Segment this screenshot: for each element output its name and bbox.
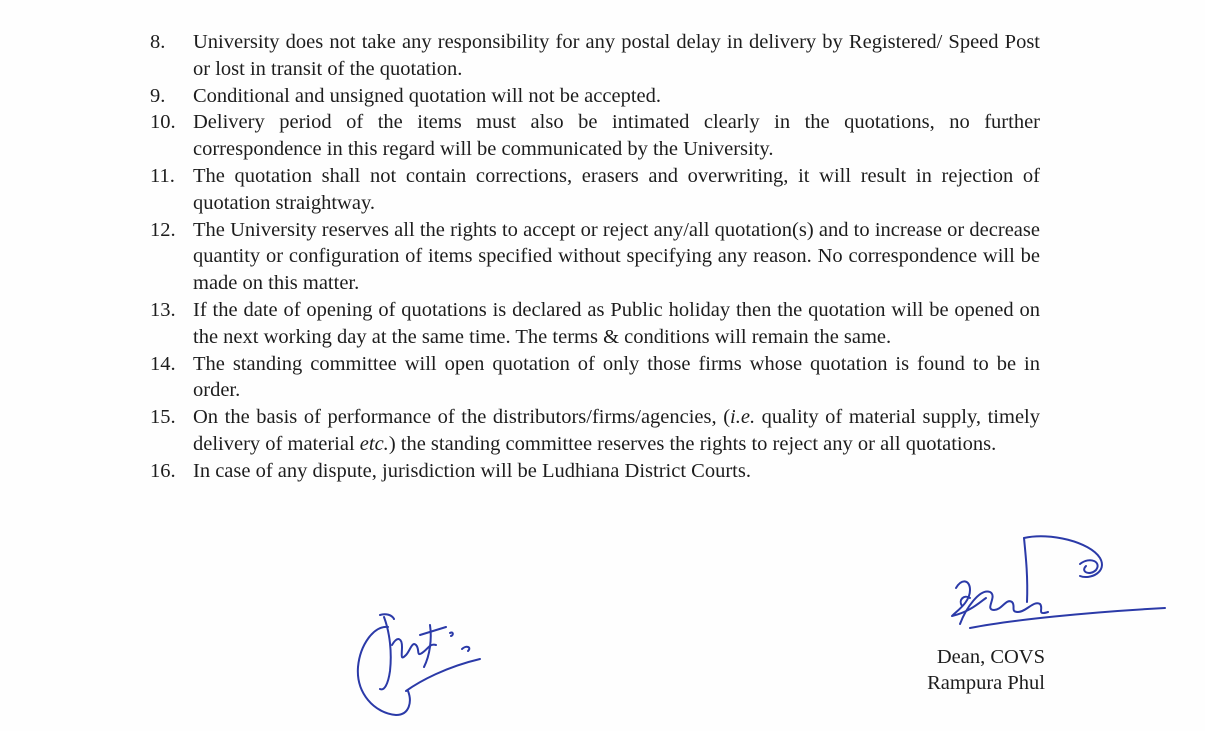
clause-number: 11. [150, 164, 175, 187]
clause-text: ) the standing committee reserves the rights to reject any or all quotations. [388, 432, 997, 455]
clause-item [150, 29, 1040, 83]
clause-item [150, 163, 1040, 217]
clause-text: University does not take any responsibility for any postal delay in delivery by Registered/ Speed Post or lost in transit of the quotation. [193, 31, 1040, 80]
clause-text: The quotation shall not contain corrections, erasers and overwriting, it will result in rejection of quotation straightway. [193, 164, 1040, 214]
clause-text: On the basis of performance of the distributors/firms/agencies, ( [193, 406, 731, 429]
clause-number: 14. [150, 352, 176, 375]
committee-member-signature [350, 605, 495, 720]
clause-number: 8. [150, 31, 166, 53]
clause-number: 13. [150, 298, 176, 321]
clause-text: If the date of opening of quotations is declared as Public holiday then the quotation will be opened on the next working day at the same time. The terms & conditions will remain the same. [193, 298, 1040, 348]
clause-text: quality of material supply, timely delivery of material [193, 406, 1040, 455]
signatory-place: Rampura Phul [927, 672, 1045, 694]
terms-and-conditions-list [150, 29, 1040, 485]
clause-number: 15. [150, 406, 176, 429]
signatory-designation: Dean, COVS [936, 646, 1045, 668]
clause-text-italic: i.e. [730, 406, 756, 429]
clause-item [150, 297, 1040, 351]
clause-text: Delivery period of the items must also be intimated clearly in the quotations, no further correspondence in this regard will be communicated by the University. [193, 111, 1040, 161]
clause-number: 10. [150, 111, 176, 134]
clause-item [150, 83, 1040, 110]
clause-text: In case of any dispute, jurisdiction will be Ludhiana District Courts. [193, 459, 751, 482]
clause-text-italic: etc. [359, 432, 389, 455]
signatory-block [905, 644, 1045, 696]
clause-text: The standing committee will open quotation of only those firms whose quotation is found to be in order. [193, 352, 1040, 402]
clause-text: The University reserves all the rights to accept or reject any/all quotation(s) and to increase or decrease quantity or configuration of items specified without specifying any reason. No correspondence will be made on this matter. [193, 218, 1040, 295]
clause-number: 9. [150, 84, 166, 107]
clause-number: 12. [150, 218, 176, 241]
clause-item [150, 351, 1040, 405]
clause-item [150, 217, 1040, 297]
dean-signature [940, 528, 1170, 638]
clause-text: Conditional and unsigned quotation will not be accepted. [193, 84, 661, 107]
clause-item [150, 458, 1040, 485]
clause-item [150, 109, 1040, 163]
clause-item [150, 404, 1040, 458]
clause-number: 16. [150, 459, 176, 482]
